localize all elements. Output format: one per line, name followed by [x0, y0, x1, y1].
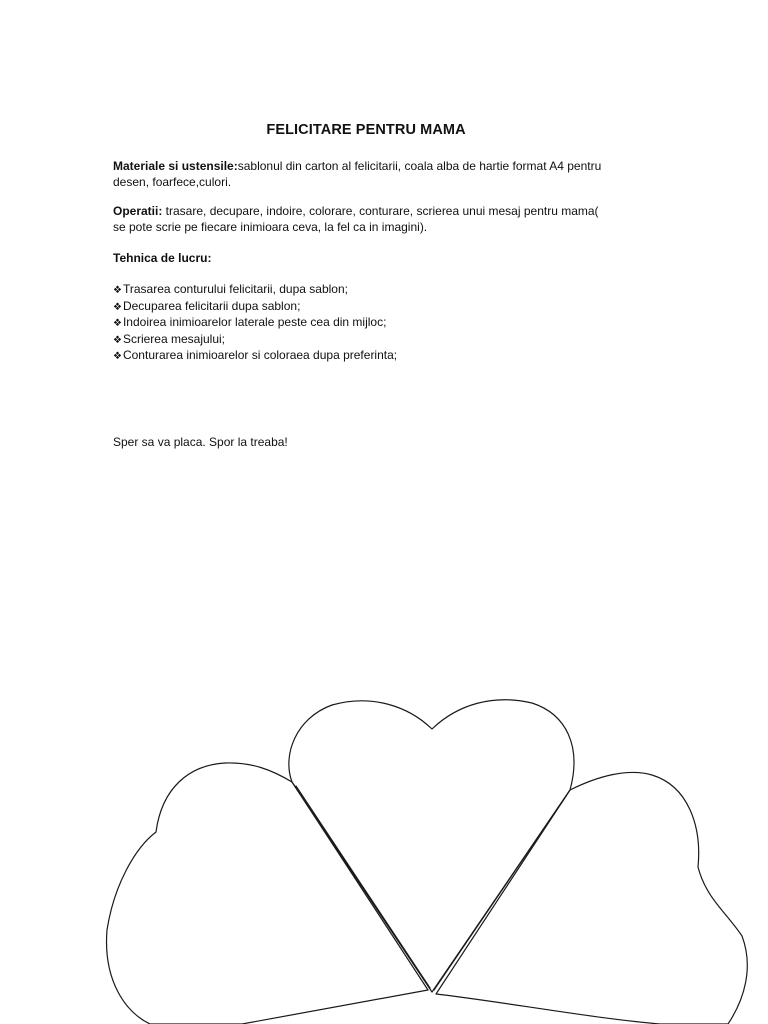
left-fold-line: [296, 786, 430, 988]
diamond-bullet-icon: ❖: [113, 285, 122, 296]
step-text: Trasarea conturului felicitarii, dupa sablon;: [122, 282, 348, 296]
step-text: Scrierea mesajului;: [122, 331, 226, 346]
diamond-bullet-icon: ❖: [113, 351, 122, 362]
closing-line: Sper sa va placa. Spor la treaba!: [113, 435, 288, 449]
step-text: Conturarea inimioarelor si coloraea dupa preferinta;: [122, 348, 398, 362]
step-text: Indoirea inimioarelor laterale peste cea din mijloc;: [122, 315, 387, 329]
technique-heading: Tehnica de lucru:: [113, 251, 212, 265]
materials-text: sablonul din carton al felicitarii, coala alba de hartie format A4 pentru desen, foarfece,culori.: [113, 159, 602, 189]
center-heart-outline: [289, 700, 574, 992]
page-title: FELICITARE PENTRU MAMA: [266, 122, 466, 138]
step-text: Decuparea felicitarii dupa sablon;: [122, 298, 301, 313]
diamond-bullet-icon: ❖: [113, 334, 122, 346]
diamond-bullet-icon: ❖: [113, 301, 122, 313]
operations-label: Operatii:: [113, 204, 163, 218]
left-heart-outline: [107, 763, 428, 1024]
right-heart-outline: [436, 772, 747, 1024]
diamond-bullet-icon: ❖: [113, 318, 122, 329]
right-fold-line: [434, 796, 566, 990]
materials-label: Materiale si ustensile:: [113, 159, 238, 173]
operations-text: trasare, decupare, indoire, colorare, conturare, scrierea unui mesaj pentru mama( se pote scrie pe fiecare inimioara ceva, la fel ca in imagini).: [113, 204, 599, 234]
